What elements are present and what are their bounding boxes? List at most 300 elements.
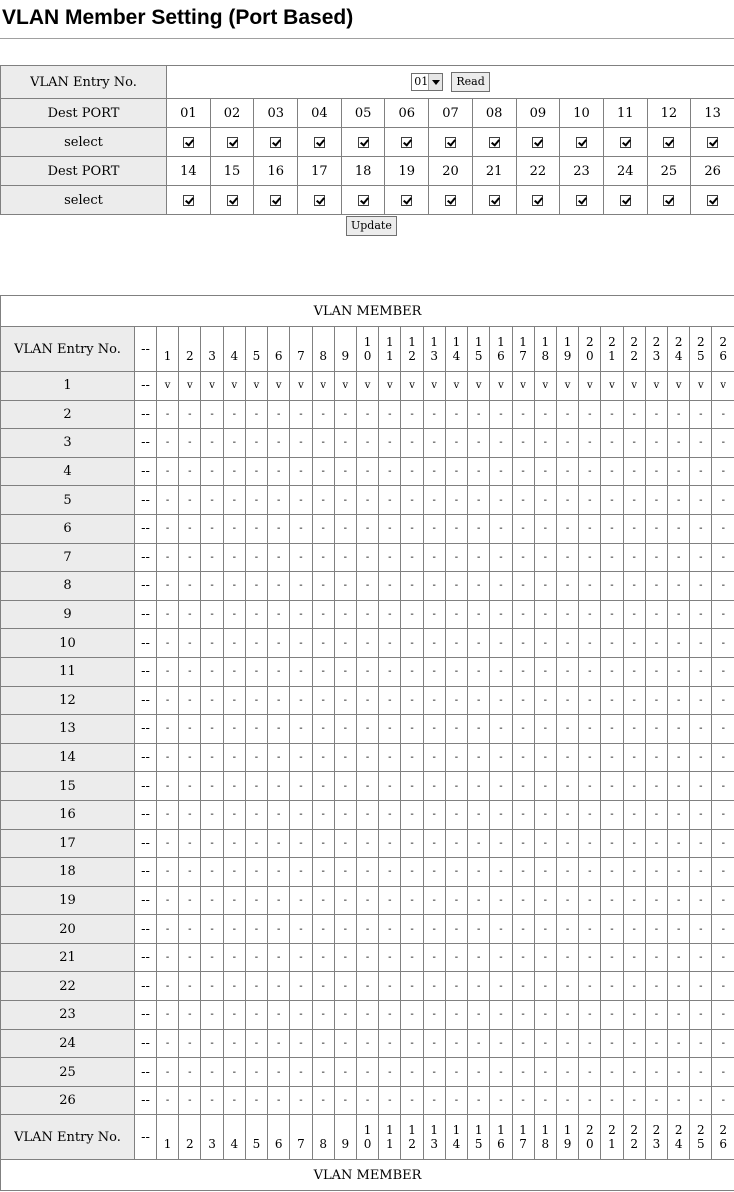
member-cell: - [645, 943, 667, 972]
port-column-header [245, 327, 267, 372]
member-cell: - [290, 543, 312, 572]
member-cell: - [201, 972, 223, 1001]
member-cell: - [423, 572, 445, 601]
member-cell: - [290, 629, 312, 658]
member-cell: - [245, 457, 267, 486]
port-17-checkbox[interactable] [314, 195, 325, 206]
member-cell: - [534, 1086, 556, 1115]
entry-number: 8 [1, 572, 135, 601]
member-cell: - [423, 715, 445, 744]
member-cell: - [423, 486, 445, 515]
member-cell: - [423, 972, 445, 1001]
member-cell: - [601, 1058, 623, 1087]
port-19-checkbox[interactable] [401, 195, 412, 206]
update-button[interactable]: Update [346, 216, 397, 236]
member-cell: - [290, 686, 312, 715]
port-10-checkbox[interactable] [576, 137, 587, 148]
member-cell: - [401, 486, 423, 515]
member-cell: - [645, 972, 667, 1001]
port-26-checkbox[interactable] [707, 195, 718, 206]
member-cell: - [668, 858, 690, 887]
member-cell: - [601, 858, 623, 887]
member-cell: - [645, 572, 667, 601]
member-cell: - [379, 1058, 401, 1087]
port-15-checkbox[interactable] [227, 195, 238, 206]
member-cell: v [668, 372, 690, 401]
member-cell: - [445, 915, 467, 944]
port-05-checkbox[interactable] [358, 137, 369, 148]
entry-number: 18 [1, 858, 135, 887]
lead-cell: -- [135, 1029, 157, 1058]
member-cell: - [334, 457, 356, 486]
member-cell: - [334, 572, 356, 601]
port-select-cell [560, 128, 604, 157]
member-cell: - [379, 572, 401, 601]
port-setting-table [0, 65, 734, 215]
member-cell: - [645, 886, 667, 915]
member-cell: - [334, 1086, 356, 1115]
member-cell: - [668, 1086, 690, 1115]
port-column-header [401, 1115, 423, 1160]
member-cell: - [601, 486, 623, 515]
member-cell: v [556, 372, 578, 401]
chevron-down-icon[interactable] [428, 74, 442, 90]
port-23-checkbox[interactable] [576, 195, 587, 206]
member-cell: - [623, 858, 645, 887]
member-cell: - [312, 829, 334, 858]
member-cell: - [401, 715, 423, 744]
member-cell: - [668, 429, 690, 458]
member-cell: - [645, 543, 667, 572]
port-column-label: 8 [319, 1137, 327, 1152]
member-cell: - [645, 600, 667, 629]
member-cell: - [690, 514, 712, 543]
port-column-label: 16 [497, 335, 505, 363]
member-cell: - [245, 572, 267, 601]
port-column-label: 4 [230, 349, 239, 363]
member-cell: - [445, 972, 467, 1001]
port-select-cell [341, 128, 385, 157]
member-cell: - [712, 686, 734, 715]
member-cell: - [490, 486, 512, 515]
port-column-label: 13 [430, 335, 439, 363]
member-cell: - [690, 486, 712, 515]
port-select-cell [603, 128, 647, 157]
member-cell: - [512, 629, 534, 658]
port-13-checkbox[interactable] [707, 137, 718, 148]
member-cell: - [401, 600, 423, 629]
member-cell: - [290, 715, 312, 744]
member-cell: - [290, 457, 312, 486]
member-cell: - [712, 800, 734, 829]
member-cell: - [356, 686, 378, 715]
member-cell: - [379, 543, 401, 572]
port-select-cell [560, 186, 604, 215]
member-cell: - [223, 629, 245, 658]
member-cell: - [312, 715, 334, 744]
port-column-label: 9 [341, 1137, 350, 1152]
member-cell: - [556, 829, 578, 858]
entry-number: 26 [1, 1086, 135, 1115]
port-number: 19 [385, 157, 429, 186]
member-cell: - [468, 400, 490, 429]
member-cell: - [401, 1058, 423, 1087]
member-cell: - [179, 715, 201, 744]
member-cell: - [712, 514, 734, 543]
member-cell: - [668, 743, 690, 772]
port-12-checkbox[interactable] [663, 137, 674, 148]
member-cell: - [512, 457, 534, 486]
port-column-label: 7 [297, 1137, 305, 1152]
member-cell: - [512, 829, 534, 858]
member-cell: - [690, 943, 712, 972]
port-column-header [623, 327, 645, 372]
member-cell: - [601, 800, 623, 829]
port-16-checkbox[interactable] [270, 195, 281, 206]
port-column-header [556, 327, 578, 372]
member-cell: - [534, 772, 556, 801]
member-cell: - [490, 1058, 512, 1087]
port-column-label: 5 [252, 349, 261, 363]
member-cell: - [556, 800, 578, 829]
table-row [1, 743, 734, 772]
member-cell: - [157, 886, 179, 915]
port-number: 04 [298, 99, 342, 128]
port-column-header [690, 1115, 712, 1160]
member-cell: - [468, 429, 490, 458]
port-select-cell [167, 128, 211, 157]
port-select-cell [254, 128, 298, 157]
member-cell: - [668, 600, 690, 629]
port-select-cell [647, 128, 691, 157]
member-cell: - [712, 915, 734, 944]
member-cell: - [512, 572, 534, 601]
member-cell: - [556, 572, 578, 601]
port-column-header [512, 327, 534, 372]
member-cell: - [445, 743, 467, 772]
table-row [1, 829, 734, 858]
member-cell: - [290, 657, 312, 686]
member-cell: - [645, 514, 667, 543]
member-cell: - [490, 657, 512, 686]
member-cell: - [157, 829, 179, 858]
lead-cell: -- [135, 400, 157, 429]
port-number: 09 [516, 99, 560, 128]
member-cell: - [157, 800, 179, 829]
member-cell: - [201, 1058, 223, 1087]
port-11-checkbox[interactable] [620, 137, 631, 148]
member-cell: - [690, 400, 712, 429]
member-cell: - [223, 886, 245, 915]
member-cell: - [179, 600, 201, 629]
title-divider [0, 38, 734, 39]
table-row [1, 972, 734, 1001]
member-cell: - [312, 572, 334, 601]
member-cell: - [179, 772, 201, 801]
port-14-checkbox[interactable] [183, 195, 194, 206]
member-cell: - [423, 629, 445, 658]
member-cell: - [356, 600, 378, 629]
member-cell: - [290, 772, 312, 801]
port-column-header [268, 327, 290, 372]
member-cell: - [201, 1029, 223, 1058]
port-25-checkbox[interactable] [663, 195, 674, 206]
member-cell: - [601, 1086, 623, 1115]
member-cell: - [468, 1029, 490, 1058]
lead-column-header: -- [135, 1115, 157, 1160]
port-column-label: 21 [608, 335, 616, 363]
member-cell: - [623, 1001, 645, 1030]
member-cell: - [534, 1001, 556, 1030]
entry-number: 4 [1, 457, 135, 486]
member-cell: - [334, 600, 356, 629]
member-cell: - [268, 629, 290, 658]
member-cell: - [579, 829, 601, 858]
lead-cell: -- [135, 572, 157, 601]
vlan-entry-select[interactable] [411, 73, 443, 91]
member-cell: - [512, 400, 534, 429]
member-cell: - [179, 486, 201, 515]
member-cell: - [356, 543, 378, 572]
member-cell: - [668, 1029, 690, 1058]
member-cell: - [445, 457, 467, 486]
member-cell: - [490, 858, 512, 887]
port-column-label: 15 [474, 335, 483, 363]
member-cell: - [401, 457, 423, 486]
member-cell: - [312, 514, 334, 543]
read-button[interactable]: Read [451, 72, 489, 92]
member-cell: - [445, 1086, 467, 1115]
port-07-checkbox[interactable] [445, 137, 456, 148]
port-column-label: 25 [697, 1123, 705, 1152]
port-18-checkbox[interactable] [358, 195, 369, 206]
member-cell: - [268, 657, 290, 686]
member-cell: - [512, 514, 534, 543]
table-caption: VLAN MEMBER [1, 1160, 734, 1191]
entry-number: 23 [1, 1001, 135, 1030]
port-column-label: 20 [585, 1123, 594, 1152]
member-cell: - [268, 772, 290, 801]
member-cell: - [468, 572, 490, 601]
member-cell: - [712, 743, 734, 772]
member-cell: - [201, 800, 223, 829]
member-cell: - [512, 686, 534, 715]
member-cell: v [268, 372, 290, 401]
member-cell: - [423, 1001, 445, 1030]
member-cell: - [268, 829, 290, 858]
member-cell: - [690, 572, 712, 601]
member-cell: - [401, 886, 423, 915]
member-cell: - [356, 429, 378, 458]
port-01-checkbox[interactable] [183, 137, 194, 148]
port-select-cell [298, 128, 342, 157]
port-21-checkbox[interactable] [489, 195, 500, 206]
port-column-header [290, 327, 312, 372]
port-select-cell [429, 128, 473, 157]
member-cell: - [579, 543, 601, 572]
member-cell: - [157, 1086, 179, 1115]
lead-cell: -- [135, 657, 157, 686]
member-cell: - [468, 943, 490, 972]
member-cell: v [601, 372, 623, 401]
member-cell: - [312, 457, 334, 486]
member-cell: - [334, 1029, 356, 1058]
member-cell: - [490, 886, 512, 915]
member-cell: v [512, 372, 534, 401]
member-cell: - [157, 543, 179, 572]
member-cell: - [512, 1001, 534, 1030]
port-column-header [223, 1115, 245, 1160]
member-cell: - [690, 1086, 712, 1115]
member-cell: - [512, 1058, 534, 1087]
port-24-checkbox[interactable] [620, 195, 631, 206]
member-cell: - [668, 943, 690, 972]
member-cell: - [290, 972, 312, 1001]
member-cell: - [601, 743, 623, 772]
lead-cell: -- [135, 429, 157, 458]
member-cell: - [401, 686, 423, 715]
lead-cell: -- [135, 514, 157, 543]
table-row [1, 429, 734, 458]
member-cell: - [379, 429, 401, 458]
member-cell: - [268, 600, 290, 629]
member-cell: - [601, 629, 623, 658]
member-cell: - [312, 629, 334, 658]
member-cell: - [690, 629, 712, 658]
member-cell: - [468, 657, 490, 686]
port-20-checkbox[interactable] [445, 195, 456, 206]
member-cell: - [312, 543, 334, 572]
member-cell: - [668, 1001, 690, 1030]
member-cell: - [334, 800, 356, 829]
member-cell: - [534, 572, 556, 601]
port-select-cell [254, 186, 298, 215]
port-column-label: 8 [319, 349, 327, 363]
port-04-checkbox[interactable] [314, 137, 325, 148]
member-cell: - [201, 400, 223, 429]
member-cell: - [179, 800, 201, 829]
port-08-checkbox[interactable] [489, 137, 500, 148]
member-cell: - [379, 972, 401, 1001]
port-column-label: 26 [719, 335, 728, 363]
port-column-label: 26 [719, 1123, 728, 1152]
port-number: 14 [167, 157, 211, 186]
member-cell: - [312, 858, 334, 887]
member-cell: - [334, 543, 356, 572]
member-cell: - [334, 715, 356, 744]
port-03-checkbox[interactable] [270, 137, 281, 148]
member-cell: - [579, 1058, 601, 1087]
port-06-checkbox[interactable] [401, 137, 412, 148]
member-cell: v [356, 372, 378, 401]
port-select-cell [472, 186, 516, 215]
select-label: select [1, 186, 167, 215]
port-column-label: 22 [630, 335, 639, 363]
member-cell: - [312, 657, 334, 686]
lead-cell: -- [135, 1001, 157, 1030]
member-cell: - [668, 572, 690, 601]
member-cell: - [556, 486, 578, 515]
member-cell: - [490, 572, 512, 601]
entry-number: 1 [1, 372, 135, 401]
member-cell: - [268, 1001, 290, 1030]
member-cell: - [445, 400, 467, 429]
member-cell: - [356, 1086, 378, 1115]
member-cell: - [334, 972, 356, 1001]
port-number: 17 [298, 157, 342, 186]
member-cell: - [690, 457, 712, 486]
member-cell: - [245, 600, 267, 629]
member-cell: - [423, 915, 445, 944]
member-cell: - [245, 1001, 267, 1030]
member-cell: - [312, 972, 334, 1001]
member-cell: - [534, 743, 556, 772]
member-cell: - [334, 657, 356, 686]
member-cell: - [490, 1001, 512, 1030]
port-number: 23 [560, 157, 604, 186]
entry-number: 19 [1, 886, 135, 915]
member-cell: - [223, 514, 245, 543]
member-cell: - [379, 629, 401, 658]
table-row [1, 372, 734, 401]
member-cell: - [690, 829, 712, 858]
port-column-label: 6 [274, 349, 283, 363]
port-column-label: 14 [452, 1123, 461, 1152]
table-row [1, 772, 734, 801]
port-column-header [579, 327, 601, 372]
member-cell: - [601, 772, 623, 801]
member-cell: v [290, 372, 312, 401]
member-cell: - [157, 400, 179, 429]
member-cell: - [201, 829, 223, 858]
member-cell: - [312, 686, 334, 715]
member-cell: - [668, 715, 690, 744]
member-cell: - [534, 457, 556, 486]
member-cell: - [334, 886, 356, 915]
member-cell: - [201, 743, 223, 772]
member-cell: - [556, 543, 578, 572]
port-number: 13 [691, 99, 734, 128]
port-09-checkbox[interactable] [532, 137, 543, 148]
member-cell: - [334, 858, 356, 887]
member-cell: - [379, 1001, 401, 1030]
member-cell: - [712, 1086, 734, 1115]
port-column-label: 23 [652, 1123, 661, 1152]
member-cell: - [712, 600, 734, 629]
member-cell: - [579, 429, 601, 458]
port-column-label: 1 [163, 1137, 172, 1152]
member-cell: - [601, 972, 623, 1001]
member-cell: - [223, 1058, 245, 1087]
member-cell: - [157, 629, 179, 658]
member-cell: - [423, 457, 445, 486]
port-column-header [401, 327, 423, 372]
member-cell: - [334, 915, 356, 944]
member-cell: - [556, 858, 578, 887]
member-cell: - [334, 743, 356, 772]
member-cell: - [690, 429, 712, 458]
member-cell: v [490, 372, 512, 401]
member-cell: - [179, 457, 201, 486]
port-column-label: 23 [652, 335, 661, 363]
port-02-checkbox[interactable] [227, 137, 238, 148]
member-cell: v [401, 372, 423, 401]
entry-number: 25 [1, 1058, 135, 1087]
member-cell: - [334, 629, 356, 658]
member-cell: - [690, 715, 712, 744]
port-22-checkbox[interactable] [532, 195, 543, 206]
member-cell: - [534, 686, 556, 715]
